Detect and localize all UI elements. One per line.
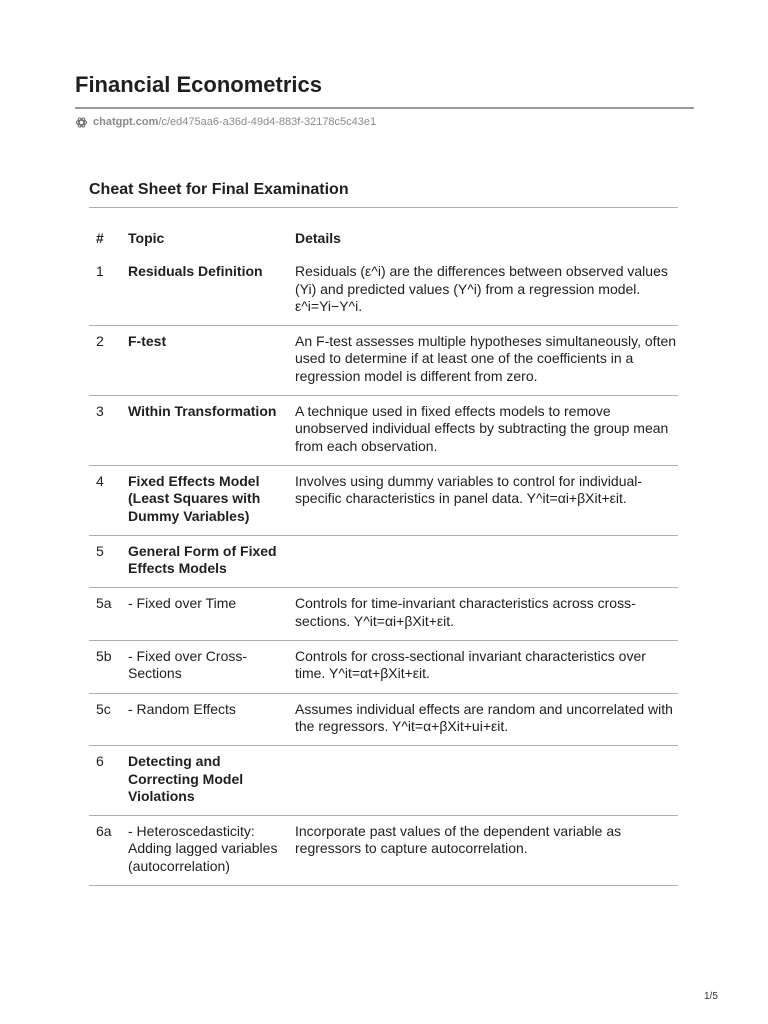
- table-row: [89, 465, 678, 535]
- row-topic: Within Transformation: [121, 396, 288, 466]
- row-topic: - Random Effects: [121, 693, 288, 746]
- row-topic: Fixed Effects Model (Least Squares with Dummy Variables): [121, 465, 288, 535]
- row-number: 3: [89, 396, 121, 466]
- row-number: 5b: [89, 641, 121, 694]
- column-header-details: Details: [295, 230, 341, 246]
- row-number: 5c: [89, 693, 121, 746]
- row-topic: - Heteroscedasticity: Adding lagged variables (autocorrelation): [121, 816, 288, 886]
- table-row: [89, 746, 678, 816]
- row-number: 2: [89, 326, 121, 396]
- row-number: 4: [89, 465, 121, 535]
- column-header-number: #: [96, 230, 104, 246]
- table-row: [89, 693, 678, 746]
- source-domain: chatgpt.com: [93, 116, 159, 128]
- row-number: 5: [89, 535, 121, 588]
- row-number: 6: [89, 746, 121, 816]
- page-number: 1/5: [704, 991, 718, 1002]
- row-topic: - Fixed over Time: [121, 588, 288, 641]
- row-details: [288, 535, 678, 588]
- row-details: Incorporate past values of the dependent variable as regressors to capture autocorrelation.: [288, 816, 678, 886]
- row-number: 1: [89, 256, 121, 325]
- cheat-sheet-table: [89, 222, 678, 886]
- column-header-topic: Topic: [128, 230, 165, 246]
- openai-logo-icon: [75, 116, 88, 129]
- row-details: Assumes individual effects are random and uncorrelated with the regressors. Y^it=α+βXit+ui+εit.: [288, 693, 678, 746]
- source-path: /c/ed475aa6-a36d-49d4-883f-32178c5c43e1: [158, 116, 377, 128]
- table-row: [89, 816, 678, 886]
- row-details: An F-test assesses multiple hypotheses simultaneously, often used to determine if at least one of the coefficients in a regression model is different from zero.: [288, 326, 678, 396]
- source-url[interactable]: [75, 114, 376, 130]
- table-row: [89, 396, 678, 466]
- table-row: [89, 535, 678, 588]
- table-row: [89, 588, 678, 641]
- row-topic: Detecting and Correcting Model Violations: [121, 746, 288, 816]
- row-details: Controls for cross-sectional invariant characteristics over time. Y^it=αt+βXit+εit.: [288, 641, 678, 694]
- row-number: 6a: [89, 816, 121, 886]
- table-row: [89, 641, 678, 694]
- row-details: Residuals (ε^i) are the differences between observed values (Yi) and predicted values (Y^i) from a regression model. ε^i=Yi−Y^i.: [288, 256, 678, 325]
- row-details: A technique used in fixed effects models to remove unobserved individual effects by subtracting the group mean from each observation.: [288, 396, 678, 466]
- table-row: [89, 326, 678, 396]
- row-topic: F-test: [121, 326, 288, 396]
- row-topic: - Fixed over Cross-Sections: [121, 641, 288, 694]
- section-title: Cheat Sheet for Final Examination: [89, 181, 349, 198]
- row-topic: General Form of Fixed Effects Models: [121, 535, 288, 588]
- row-details: Controls for time-invariant characteristics across cross-sections. Y^it=αi+βXit+εit.: [288, 588, 678, 641]
- row-number: 5a: [89, 588, 121, 641]
- table-row: [89, 256, 678, 325]
- row-topic: Residuals Definition: [121, 256, 288, 325]
- row-details: Involves using dummy variables to control for individual-specific characteristics in panel data. Y^it=αi+βXit+εit.: [288, 465, 678, 535]
- table-header-row: [89, 222, 678, 256]
- section-divider: [89, 207, 678, 208]
- title-divider: [75, 107, 694, 109]
- row-details: [288, 746, 678, 816]
- page-title: Financial Econometrics: [75, 72, 322, 97]
